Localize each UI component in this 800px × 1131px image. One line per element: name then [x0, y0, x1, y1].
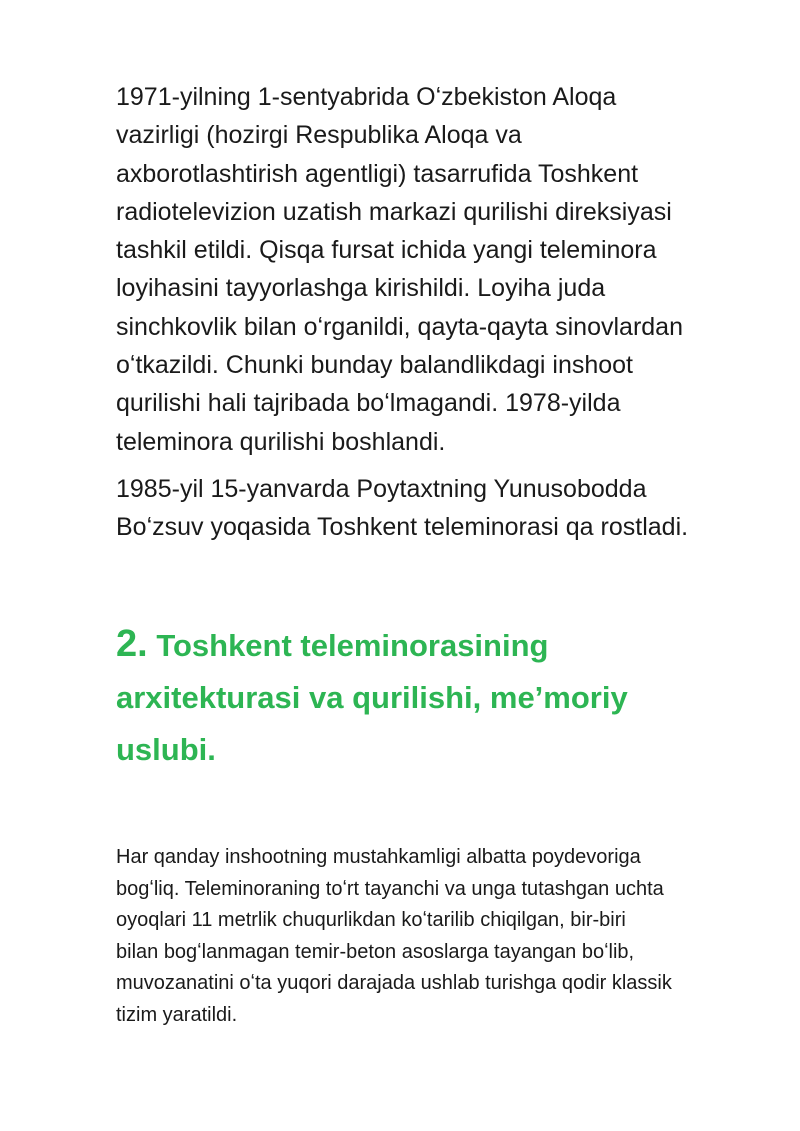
intro-section [116, 78, 756, 556]
section-title: Toshkent teleminorasining arxitekturasi va qurilishi, me’moriy uslubi. [116, 628, 628, 767]
intro-paragraph-2: 1985-yil 15-yanvarda Poytaxtning Yunusobodda Boʻzsuv yoqasida Toshkent teleminorasi qa rostladi. [116, 474, 689, 542]
intro-paragraph-1: 1971-yilning 1-sentyabrida Oʻzbekiston Aloqa vazirligi (hozirgi Respublika Aloqa va axborotlashtirish agentligi) tasarrufida Toshkent radiotelevizion uzatish markazi qurilishi direksiyasi tashkil etildi. Qisqa fursat ichida yangi teleminora loyihasini tayyorlashga kirishildi. Loyiha juda sinchkovlik bilan oʻrganildi, qayta-qayta sinovlardan oʻtkazildi. Chunki bunday balandlikdagi inshoot qurilishi hali tajribada boʻlmagandi. 1978-yilda teleminora qurilishi boshlandi. [116, 83, 683, 456]
section-2-heading [116, 618, 756, 776]
section-number: 2. [116, 623, 148, 665]
section-2-body: Har qanday inshootning mustahkamligi albatta poydevoriga bogʻliq. Teleminoraning toʻrt tayanchi va unga tutashgan uchta oyoqlari 11 metrlik chuqurlikdan koʻtarilib chiqilgan, bir-biri bilan bogʻlanmagan temir-beton asoslarga tayangan boʻlib, muvozanatini oʻta yuqori darajada ushlab turishga qodir klassik tizim yaratildi. [116, 846, 672, 1026]
